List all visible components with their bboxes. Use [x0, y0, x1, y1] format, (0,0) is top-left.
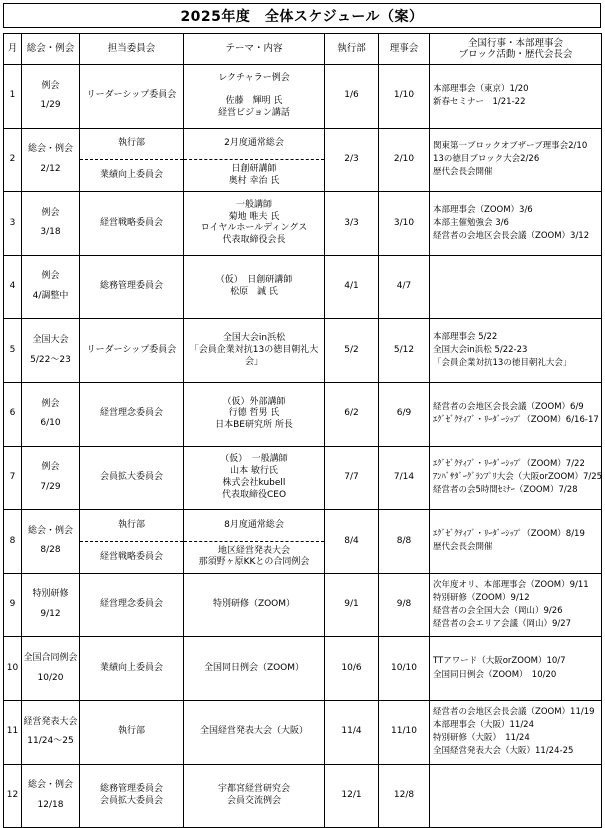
- meeting-name: 例会: [41, 207, 60, 218]
- executive-date: 7/7: [325, 446, 379, 510]
- header-row: [4, 34, 602, 65]
- events-cell: [430, 764, 602, 828]
- theme-line: 日本BE研究所 所長: [215, 420, 293, 431]
- meeting-name: 全国大会: [32, 334, 69, 345]
- theme-cell: [184, 192, 325, 256]
- meeting-name: 全国合同例会: [23, 652, 78, 663]
- month-row: [4, 700, 602, 764]
- theme-line: ロイヤルホールディングス: [200, 223, 308, 234]
- theme-cell: [184, 510, 325, 542]
- theme-line: 全国大会in浜松: [222, 333, 286, 344]
- theme-line: 一般講師: [235, 200, 272, 211]
- event-item: 経営者の会地区会長会議（ZOOM）3/12: [433, 231, 590, 242]
- meeting-date: 6/10: [40, 418, 61, 429]
- theme-line: [184, 85, 324, 97]
- executive-date: 12/1: [325, 764, 379, 828]
- theme-cell: [184, 637, 325, 701]
- theme-line: 8月度通常総会: [224, 519, 284, 530]
- event-item: 「会員企業対抗13の徳目朝礼大会」: [433, 358, 572, 369]
- board-date: 8/8: [379, 510, 430, 574]
- meeting-name: 総会・例会: [27, 525, 73, 536]
- committee-cell: 執行部: [80, 128, 184, 160]
- event-item: TTアワード（大阪orZOOM）10/7: [433, 656, 566, 667]
- board-date: 5/12: [379, 319, 430, 383]
- theme-cell: [184, 128, 325, 160]
- theme-line: 代表取締役会長: [222, 235, 286, 246]
- meeting-date: 11/24〜25: [27, 736, 74, 747]
- event-item: 特別研修（ZOOM）9/12: [433, 592, 530, 603]
- theme-line: （仮）外部講師: [222, 396, 286, 407]
- theme-line: 全国同日例会（ZOOM）: [203, 662, 305, 673]
- committee-cell: 総務管理委員会 会員拡大委員会: [80, 764, 184, 828]
- board-date: 7/14: [379, 446, 430, 510]
- event-item: 歴代会長会開催: [433, 542, 493, 553]
- meeting-date: 7/29: [40, 481, 61, 492]
- theme-line: 日創研講師: [231, 164, 277, 175]
- event-item: 次年度オリ、本部理事会（ZOOM）9/11: [433, 579, 589, 590]
- event-item: 新春セミナー 1/21-22: [433, 97, 526, 108]
- meeting-cell: [22, 700, 80, 764]
- meeting-date: 2/12: [40, 163, 61, 174]
- events-cell: [430, 319, 602, 383]
- theme-line: 全国経営発表大会（大阪）: [199, 726, 308, 737]
- committee-cell: リーダーシップ委員会: [80, 319, 184, 383]
- committee-cell: 執行部: [80, 510, 184, 542]
- month-cell: 3: [4, 192, 22, 256]
- theme-cell: [184, 382, 325, 446]
- schedule-table: [3, 33, 602, 828]
- theme-cell: [184, 255, 325, 319]
- month-row: [4, 510, 602, 542]
- executive-date: 5/2: [325, 319, 379, 383]
- event-item: ｴｸﾞｾﾞｸﾃｨﾌﾞ・ﾘｰﾀﾞｰｼｯﾌﾟ（ZOOM）7/22: [433, 459, 585, 470]
- header-month: 月: [4, 34, 22, 65]
- theme-line: 地区経営発表大会: [217, 545, 290, 556]
- month-row: [4, 573, 602, 637]
- theme-line: 那須野ヶ原KKとの合同例会: [198, 557, 310, 568]
- committee-cell: 経営戦略委員会: [80, 192, 184, 256]
- theme-cell: [184, 160, 325, 192]
- theme-line: 会員交流例会: [226, 795, 281, 806]
- committee-cell: リーダーシップ委員会: [80, 65, 184, 129]
- events-cell: [430, 510, 602, 574]
- month-cell: 10: [4, 637, 22, 701]
- board-date: 10/10: [379, 637, 430, 701]
- event-item: 本部理事会（大阪）11/24: [433, 720, 534, 731]
- meeting-date: 9/12: [40, 609, 61, 620]
- header-theme: テーマ・内容: [184, 34, 325, 65]
- event-item: 全国経営発表大会（大阪）11/24-25: [433, 746, 574, 757]
- theme-line: 菊地 唯夫 氏: [228, 211, 280, 222]
- executive-date: 11/4: [325, 700, 379, 764]
- meeting-name: 経営発表大会: [23, 716, 78, 727]
- theme-cell: [184, 319, 325, 383]
- theme-line: レクチャラー例会: [218, 72, 290, 83]
- theme-cell: [184, 446, 325, 510]
- meeting-cell: [22, 65, 80, 129]
- board-date: 9/8: [379, 573, 430, 637]
- meeting-name: 例会: [41, 271, 60, 282]
- board-date: 11/10: [379, 700, 430, 764]
- event-item: 関東第一ブロックオブザーブ理事会2/10: [433, 141, 588, 152]
- month-row: [4, 764, 602, 828]
- meeting-cell: [22, 510, 80, 574]
- events-cell: [430, 65, 602, 129]
- executive-date: 1/6: [325, 65, 379, 129]
- meeting-cell: [22, 573, 80, 637]
- meeting-name: 特別研修: [32, 589, 69, 600]
- event-item: 全国大会in浜松 5/22-23: [433, 345, 528, 356]
- month-row: [4, 446, 602, 510]
- meeting-cell: [22, 192, 80, 256]
- event-item: 経営者の会地区会長会議（ZOOM）11/19: [433, 706, 595, 717]
- page-title: 2025年度 全体スケジュール（案）: [3, 3, 601, 28]
- theme-cell: [184, 700, 325, 764]
- board-date: 2/10: [379, 128, 430, 192]
- theme-line: 松原 誠 氏: [230, 287, 278, 298]
- theme-line: 佐藤 輝明 氏: [225, 96, 283, 107]
- board-date: 3/10: [379, 192, 430, 256]
- executive-date: 3/3: [325, 192, 379, 256]
- events-cell: [430, 446, 602, 510]
- event-item: 本部主催勉強会 3/6: [433, 217, 509, 228]
- meeting-date: 5/22〜23: [30, 354, 71, 365]
- month-cell: 8: [4, 510, 22, 574]
- event-item: 本部理事会（東京）1/20: [433, 84, 529, 95]
- month-row: [4, 319, 602, 383]
- events-cell: [430, 128, 602, 192]
- meeting-cell: [22, 319, 80, 383]
- executive-date: 9/1: [325, 573, 379, 637]
- meeting-cell: [22, 446, 80, 510]
- meeting-cell: [22, 637, 80, 701]
- executive-date: 8/4: [325, 510, 379, 574]
- executive-date: 4/1: [325, 255, 379, 319]
- event-item: 本部理事会（ZOOM）3/6: [433, 204, 533, 215]
- month-cell: 11: [4, 700, 22, 764]
- event-item: 歴代会長会開催: [433, 167, 493, 178]
- executive-date: 6/2: [325, 382, 379, 446]
- event-item: ｴｸﾞｾﾞｸﾃｨﾌﾞ・ﾘｰﾀﾞｰｼｯﾌﾟ（ZOOM）8/19: [433, 529, 585, 540]
- board-date: 12/8: [379, 764, 430, 828]
- month-cell: 1: [4, 65, 22, 129]
- executive-date: 2/3: [325, 128, 379, 192]
- meeting-name: 総会・例会: [27, 780, 73, 791]
- events-cell: [430, 637, 602, 701]
- month-row: [4, 637, 602, 701]
- theme-line: 奥村 幸治 氏: [228, 175, 280, 186]
- committee-cell: 経営戦略委員会: [80, 541, 184, 573]
- events-cell: [430, 192, 602, 256]
- events-cell: [430, 573, 602, 637]
- month-row: [4, 382, 602, 446]
- month-row: [4, 192, 602, 256]
- header-events: 全国行事・本部理事会 ブロック活動・歴代会長会: [430, 34, 602, 65]
- event-item: ｱﾝﾊﾞｻﾀﾞｰｸﾞﾗﾝﾌﾟﾘ大会（大阪orZOOM）7/25: [433, 472, 603, 483]
- event-item: 経営者の会5時間ｾﾐﾅｰ（ZOOM）7/28: [433, 485, 578, 496]
- committee-cell: 執行部: [80, 700, 184, 764]
- events-cell: [430, 382, 602, 446]
- committee-cell: 会員拡大委員会: [80, 446, 184, 510]
- event-item: 経営者の会全国大会（岡山）9/26: [433, 606, 563, 617]
- meeting-cell: [22, 764, 80, 828]
- meeting-date: 10/20: [37, 672, 64, 683]
- theme-line: 特別研修（ZOOM）: [212, 599, 296, 610]
- month-cell: 5: [4, 319, 22, 383]
- theme-cell: [184, 65, 325, 129]
- committee-cell: 経営理念委員会: [80, 382, 184, 446]
- month-cell: 6: [4, 382, 22, 446]
- meeting-date: 12/18: [37, 799, 64, 810]
- theme-line: 2月度通常総会: [224, 138, 284, 149]
- theme-line: 経営ビジョン講話: [218, 107, 290, 118]
- month-row: [4, 255, 602, 319]
- meeting-date: 1/29: [40, 100, 61, 111]
- meeting-date: 8/28: [40, 545, 61, 556]
- theme-cell: [184, 764, 325, 828]
- month-row: [4, 65, 602, 129]
- month-cell: 7: [4, 446, 22, 510]
- meeting-cell: [22, 128, 80, 192]
- meeting-name: 例会: [41, 80, 60, 91]
- event-item: 経営者の会地区会長会議（ZOOM）6/9: [433, 402, 584, 413]
- committee-cell: 経営理念委員会: [80, 573, 184, 637]
- event-item: 特別研修（大阪） 11/24: [433, 733, 530, 744]
- month-cell: 12: [4, 764, 22, 828]
- meeting-cell: [22, 255, 80, 319]
- event-item: 全国同日例会（ZOOM） 10/20: [433, 669, 557, 680]
- month-cell: 4: [4, 255, 22, 319]
- meeting-date: 3/18: [40, 227, 61, 238]
- events-cell: [430, 255, 602, 319]
- event-item: 13の徳目ブロック大会2/26: [433, 154, 540, 165]
- month-cell: 2: [4, 128, 22, 192]
- meeting-cell: [22, 382, 80, 446]
- event-item: 本部理事会 5/22: [433, 331, 498, 342]
- event-item: ｴｸﾞｾﾞｸﾃｨﾌﾞ・ﾘｰﾀﾞｰｼｯﾌﾟ（ZOOM）6/16-17: [433, 415, 599, 426]
- header-executive: 執行部: [325, 34, 379, 65]
- theme-line: 宇都宮経営研究会: [217, 784, 290, 795]
- theme-line: 山本 敏行氏: [230, 466, 278, 477]
- board-date: 1/10: [379, 65, 430, 129]
- board-date: 6/9: [379, 382, 430, 446]
- theme-line: 「会員企業対抗13の徳目朝礼大会」: [189, 344, 319, 367]
- theme-line: 行德 哲男 氏: [228, 408, 280, 419]
- board-date: 4/7: [379, 255, 430, 319]
- month-row: [4, 128, 602, 160]
- meeting-name: 例会: [41, 398, 60, 409]
- executive-date: 10/6: [325, 637, 379, 701]
- header-meeting: 総会・例会: [22, 34, 80, 65]
- header-board: 理事会: [379, 34, 430, 65]
- header-committee: 担当委員会: [80, 34, 184, 65]
- theme-line: 代表取締役CEO: [221, 489, 287, 500]
- theme-line: （仮） 一般講師: [220, 454, 288, 465]
- meeting-name: 例会: [41, 462, 60, 473]
- committee-cell: 業績向上委員会: [80, 637, 184, 701]
- committee-cell: 総務管理委員会: [80, 255, 184, 319]
- month-cell: 9: [4, 573, 22, 637]
- meeting-date: 4/調整中: [32, 291, 69, 302]
- event-item: 経営者の会エリア会議（岡山）9/27: [433, 619, 572, 630]
- theme-cell: [184, 573, 325, 637]
- theme-line: 株式会社kubell: [222, 477, 286, 488]
- theme-cell: [184, 541, 325, 573]
- events-cell: [430, 700, 602, 764]
- theme-line: （仮） 日創研講師: [215, 275, 293, 286]
- committee-cell: 業績向上委員会: [80, 160, 184, 192]
- meeting-name: 総会・例会: [27, 144, 73, 155]
